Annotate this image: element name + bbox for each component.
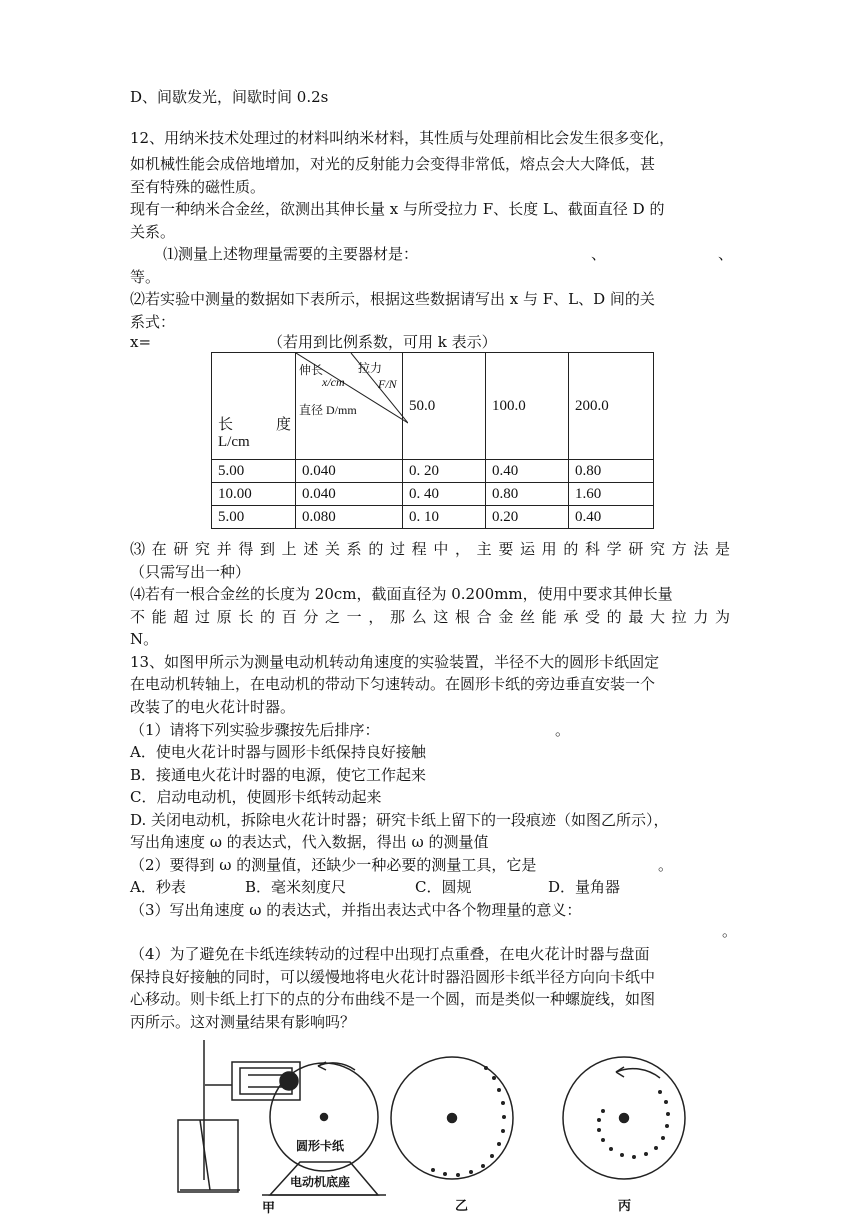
- q13-line-2: 在电动机转轴上，在电动机的带动下匀速转动。在圆形卡纸的旁边垂直安装一个: [130, 675, 656, 693]
- base-label: 电动机底座: [290, 1175, 351, 1189]
- step-a: A．使电火花计时器与圆形卡纸保持良好接触: [130, 743, 426, 761]
- table-cell: 0.080: [296, 506, 403, 529]
- diameter-label: 直径 D/mm: [299, 403, 357, 417]
- q13-part4-line-3: 心移动。则卡纸上打下的点的分布曲线不是一个圆，而是类似一种螺旋线，如图: [130, 990, 656, 1008]
- q13-part4-line-2: 保持良好接触的同时，可以缓慢地将电火花计时器沿圆形卡纸半径方向向卡纸中: [130, 968, 656, 986]
- q12-part3-line-1: ⑶在研究并得到上述关系的过程中，主要运用的科学研究方法是: [130, 540, 730, 558]
- force-col-3: 200.0: [569, 353, 654, 460]
- q13-part2-end: 。: [658, 856, 674, 874]
- option-d-line: D、间歇发光，间歇时间 0.2s: [130, 88, 329, 106]
- q12-line-1: 12、用纳米技术处理过的材料叫纳米材料，其性质与处理前相比会发生很多变化，: [130, 129, 675, 147]
- q12-part4-line-1: ⑷若有一根合金丝的长度为 20cm，截面直径为 0.200mm，使用中要求其伸长量: [130, 585, 673, 603]
- step-d-line-2: 写出角速度 ω 的表达式，代入数据，得出 ω 的测量值: [130, 833, 489, 851]
- table-row: [212, 460, 654, 483]
- table-row: [212, 506, 654, 529]
- table-cell: 0.40: [486, 460, 569, 483]
- figure-yi-dots: [431, 1066, 506, 1177]
- table-row: [212, 483, 654, 506]
- q13-part3-end: 。: [722, 922, 738, 940]
- q12-line-5: 关系。: [130, 223, 176, 241]
- table-cell: 0.040: [296, 483, 403, 506]
- force-col-1: 50.0: [403, 353, 486, 460]
- option-c: C．圆规: [415, 878, 472, 896]
- fig-label-jia: 甲: [262, 1201, 276, 1216]
- q13-part1: （1）请将下列实验步骤按先后排序：: [130, 721, 380, 739]
- q12-line-2: 如机械性能会成倍地增加，对光的反射能力会变得非常低，熔点会大大降低，甚: [130, 155, 656, 173]
- table-cell: 0.80: [486, 483, 569, 506]
- q12-line-3: 至有特殊的磁性质。: [130, 178, 266, 196]
- option-b: B．毫米刻度尺: [245, 878, 347, 896]
- figure-jia: [178, 1040, 386, 1195]
- table-cell: 5.00: [212, 506, 296, 529]
- q13-part4-line-1: （4）为了避免在卡纸连续转动的过程中出现打点重叠，在电火花计时器与盘面: [130, 945, 650, 963]
- step-b: B．接通电火花计时器的电源，使它工作起来: [130, 766, 427, 784]
- step-c: C．启动电动机，使圆形卡纸转动起来: [130, 788, 382, 806]
- q13-part2: （2）要得到 ω 的测量值，还缺少一种必要的测量工具，它是: [130, 856, 537, 874]
- stretch-unit: x/cm: [322, 375, 345, 389]
- step-d-line-1: D. 关闭电动机，拆除电火花计时器；研究卡纸上留下的一段痕迹（如图乙所示），: [130, 811, 669, 829]
- table-cell: 0.80: [569, 460, 654, 483]
- table-cell: 0.040: [296, 460, 403, 483]
- q13-part3: （3）写出角速度 ω 的表达式，并指出表达式中各个物理量的意义：: [130, 901, 582, 919]
- formula-hint: （若用到比例系数，可用 k 表示）: [268, 333, 497, 351]
- q12-part1-sep2: 、: [718, 245, 734, 263]
- fig-label-bing: 丙: [618, 1199, 632, 1214]
- formula-prefix: x=: [130, 333, 152, 351]
- table-cell: 0.20: [486, 506, 569, 529]
- force-col-2: 100.0: [486, 353, 569, 460]
- force-label: 拉力: [358, 361, 383, 375]
- q12-part1-sep1: 、: [591, 245, 607, 263]
- q13-line-1: 13、如图甲所示为测量电动机转动角速度的实验装置，半径不大的圆形卡纸固定: [130, 653, 660, 671]
- data-table: [211, 352, 654, 529]
- figure-yi: [391, 1057, 513, 1179]
- table-cell: 0. 20: [403, 460, 486, 483]
- length-header: [212, 353, 296, 460]
- table-cell: 5.00: [212, 460, 296, 483]
- length-unit: L/cm: [218, 434, 250, 450]
- stretch-label: 伸长: [299, 363, 324, 377]
- table-cell: 1.60: [569, 483, 654, 506]
- q12-part2-line-2: 系式：: [130, 313, 176, 331]
- table-cell: 0.40: [569, 506, 654, 529]
- q13-part1-end: 。: [555, 721, 571, 739]
- figure-bing: [563, 1057, 685, 1179]
- table-cell: 0. 40: [403, 483, 486, 506]
- diagonal-header: [296, 353, 403, 460]
- fig-label-yi: 乙: [455, 1199, 469, 1214]
- q12-part1-end: 等。: [130, 268, 161, 286]
- q13-part4-line-4: 丙所示。这对测量结果有影响吗？: [130, 1013, 356, 1031]
- length-label: 长 度: [218, 417, 291, 433]
- card-label: 圆形卡纸: [296, 1139, 345, 1153]
- q12-line-4: 现有一种纳米合金丝，欲测出其伸长量 x 与所受拉力 F、长度 L、截面直径 D 的: [130, 200, 665, 218]
- force-unit: F/N: [378, 377, 397, 391]
- figure-bing-dots: [597, 1090, 670, 1159]
- q12-part4-line-3: N。: [130, 630, 159, 648]
- option-a: A．秒表: [130, 878, 186, 896]
- q12-part1: ⑴测量上述物理量需要的主要器材是：: [163, 245, 419, 263]
- table-cell: 10.00: [212, 483, 296, 506]
- q12-part2-line-1: ⑵若实验中测量的数据如下表所示，根据这些数据请写出 x 与 F、L、D 间的关: [130, 290, 655, 308]
- q12-part3-line-2: （只需写出一种）: [130, 563, 251, 581]
- option-d: D．量角器: [548, 878, 621, 896]
- q13-line-3: 改装了的电火花计时器。: [130, 698, 296, 716]
- q12-part4-line-2: 不能超过原长的百分之一，那么这根合金丝能承受的最大拉力为: [130, 608, 730, 626]
- table-cell: 0. 10: [403, 506, 486, 529]
